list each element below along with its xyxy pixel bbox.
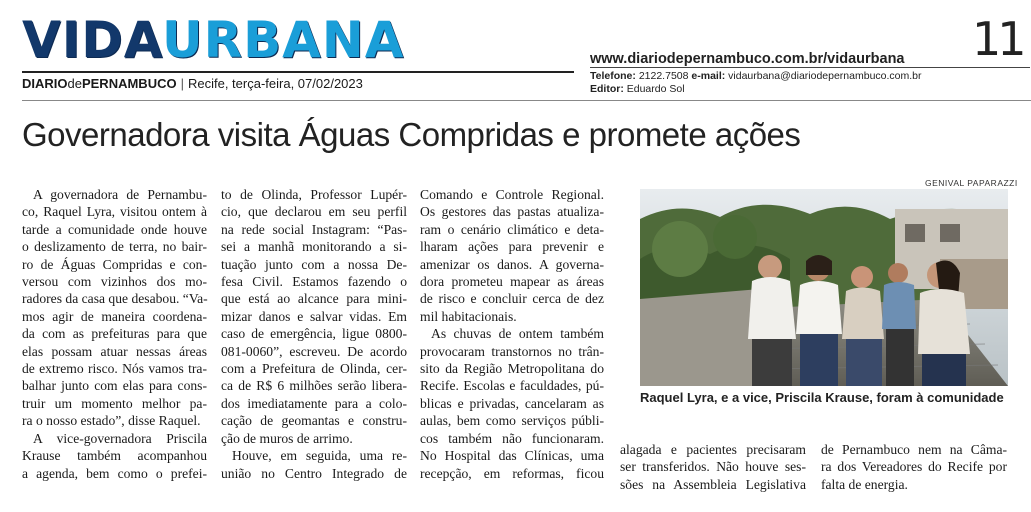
article-text-line: o deslizamento de terra, no bair- <box>22 239 207 255</box>
article-text-line: elas possam atuar nessas áreas <box>22 343 207 359</box>
article-text-line: de extremo risco. Nós vamos tra- <box>22 361 207 377</box>
photo-credit: GENIVAL PAPARAZZI <box>925 178 1018 188</box>
article-text-line: da com as prefeituras para que <box>22 326 207 342</box>
article-text-line: caso de emergência, ligue 0800- <box>221 326 407 342</box>
article-text-line: tuação junto com a nossa De- <box>221 256 407 272</box>
article-text-line: mos agir de maneira coordena- <box>22 308 207 324</box>
dateline: Recife, terça-feira, 07/02/2023 <box>187 76 363 91</box>
article-text-line: No Hospital das Clínicas, uma <box>420 448 604 464</box>
article-column-3 <box>420 186 604 482</box>
article-text-line: ser transferidos. Não houve ses- <box>620 459 806 475</box>
editor-name: Eduardo Sol <box>626 83 685 95</box>
news-photo <box>640 189 1008 386</box>
article-text-line: na rede social Instagram: “Pas- <box>221 221 407 237</box>
photo-caption: Raquel Lyra, e a vice, Priscila Krause, foram à comunidade <box>640 390 1004 405</box>
article-text-line: cação de geomantas e constru- <box>221 413 407 429</box>
article-headline: Governadora visita Águas Compridas e promete ações <box>22 116 801 153</box>
article-text-line: cos também não funcionaram. <box>420 430 604 446</box>
article-text-line: Houve, em seguida, uma re- <box>232 448 407 464</box>
article-text-line: recepção, em reformas, ficou <box>420 465 604 481</box>
article-text-line: falta de energia. <box>821 476 908 492</box>
article-text-line: lharam ações para prevenir e <box>420 239 604 255</box>
newspaper-brand-line <box>22 76 363 91</box>
article-text-line: As chuvas de ontem também <box>431 326 604 342</box>
article-text-line: com a Prefeitura de Olinda, cer- <box>221 361 407 377</box>
article-text-line: A vice-governadora Priscila <box>33 430 207 446</box>
brand-diario: DIARIO <box>22 76 68 91</box>
article-text-line: sei a manhã monitorando a si- <box>221 239 407 255</box>
article-column-4 <box>620 441 806 493</box>
article-text-line: sões na Assembleia Legislativa <box>620 476 806 492</box>
article-text-line: ção de muros de arrimo. <box>221 430 353 446</box>
article-text-line: Comando e Controle Regional. <box>420 187 604 202</box>
article-text-line: amenizar os danos. A governa- <box>420 256 604 272</box>
phone-label: Telefone: <box>590 70 636 82</box>
article-text-line: aulas, bem como serviços públi- <box>420 413 604 429</box>
article-text-line: mil habitacionais. <box>420 308 517 324</box>
masthead-part-urbana: URBANA <box>161 11 405 69</box>
news-photo-illustration <box>640 189 1008 386</box>
article-text-line: co, Raquel Lyra, visitou ontem à <box>22 204 207 220</box>
article-text-line: ca de R$ 6 milhões serão libera- <box>221 378 407 394</box>
article-text-line: 081-0060”, escreveu. De acordo <box>221 343 407 359</box>
brand-separator: | <box>180 76 184 91</box>
article-text-line: dos imediatamente para a colo- <box>221 395 407 411</box>
article-text-line: blicas e privadas, cancelaram as <box>420 395 604 411</box>
brand-de: de <box>67 76 82 91</box>
article-text-line: fesa Civil. Estamos fazendo o <box>221 274 407 290</box>
article-column-5 <box>821 441 1007 493</box>
article-text-line: mizar danos e salvar vidas. Em <box>221 308 407 324</box>
page-number: 11 <box>972 12 1023 66</box>
email-link[interactable]: vidaurbana@diariodepernambuco.com.br <box>728 70 922 82</box>
article-text-line: de risco e concluir cerca de dez <box>420 291 604 307</box>
article-text-line: cio, que declarou em seu perfil <box>221 204 407 220</box>
article-text-line: ra dos Vereadores do Recife por <box>821 459 1007 475</box>
article-text-line: ram o cenário climático e deta- <box>420 221 604 237</box>
article-text-line: dora prometeu mapear as áreas <box>420 274 604 290</box>
article-column-1 <box>22 186 207 482</box>
article-text-line: alagada e pacientes precisaram <box>620 442 806 457</box>
article-text-line: tarde a comunidade onde houve <box>22 221 207 237</box>
section-url-link[interactable]: www.diariodepernambuco.com.br/vidaurbana <box>590 51 905 67</box>
masthead-rule <box>22 71 574 73</box>
header-divider <box>22 100 1031 101</box>
brand-pernambuco: PERNAMBUCO <box>81 76 177 91</box>
article-text-line: sito da Região Metropolitana do <box>420 361 604 377</box>
article-text-line: a agenda, bem como o prefei- <box>22 465 207 481</box>
email-label: e-mail: <box>691 70 726 82</box>
article-text-line: versou com vizinhos dos mo- <box>22 274 207 290</box>
article-text-line: união no Centro Integrado de <box>221 465 407 481</box>
article-text-line: truir um momento melhor pa- <box>22 395 207 411</box>
section-masthead <box>22 12 404 68</box>
article-text-line: que está ao alcance para mini- <box>221 291 407 307</box>
article-text-line: radores da casa que desabou. “Va- <box>22 291 208 307</box>
article-text-line: ra o nosso estado”, disse Raquel. <box>22 413 201 429</box>
contact-block <box>590 70 922 96</box>
article-text-line: Os gestores das pastas atualiza- <box>420 204 604 220</box>
editor-label: Editor: <box>590 83 624 95</box>
contact-rule <box>590 67 1030 68</box>
article-text-line: balhar junto com elas para cons- <box>22 378 207 394</box>
article-text-line: Krause também acompanhou <box>22 448 207 464</box>
masthead-part-vida: VIDA <box>22 11 162 69</box>
article-column-2 <box>221 186 407 482</box>
article-text-line: ro de Águas Compridas e con- <box>22 256 207 272</box>
article-text-line: provocaram transtornos no trân- <box>420 343 604 359</box>
article-text-line: Recife. Escolas e faculdades, pú- <box>420 378 604 394</box>
article-text-line: de Pernambuco nem na Câma- <box>821 442 1007 457</box>
article-text-line: A governadora de Pernambu- <box>33 187 207 202</box>
article-text-line: to de Olinda, Professor Lupér- <box>221 187 407 202</box>
phone-number: 2122.7508 <box>638 70 689 82</box>
